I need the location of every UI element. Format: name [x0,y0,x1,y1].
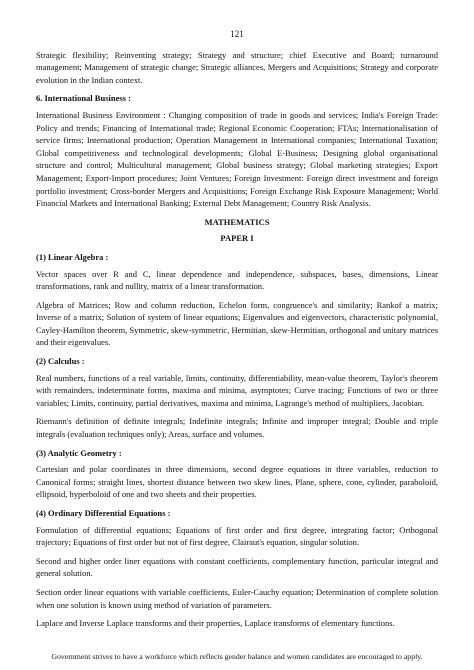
section-heading-calculus: (2) Calculus : [36,356,85,367]
section-heading-analytic-geometry: (3) Analytic Geometry : [36,447,122,458]
section-heading-ordinary-differential-equations: (4) Ordinary Differential Equations : [36,508,171,518]
page-footer: Government strives to have a workforce which reflects gender balance and women candidates are encouraged to apply. [51,652,423,661]
subject-title: MATHEMATICS [204,216,270,227]
international-business-body: International Business Environment : Changing composition of trade in goods and services; India's Foreign Trade: Policy and trends; Financing of International trade; Regional Economic Cooperation; FTAs; Internationalisation of service firms; International production; Operation Management in International companies; International Taxation; Global competitiveness and technological developments; Global E-Business; Designing global organisational structure and control; Multicultural management; Global business strategy; Global marketing strategies; Export Management; Export-Import procedures; Joint Ventures; Foreign Investment: Foreign direct investment and foreign portfolio investment; Cross-border Mergers and Acquisitions; Foreign Exchange Risk Exposure Management; World Financial Markets and International Banking; External Debt Management; Country Risk Analysis. [36,109,438,209]
page-number: 121 [230,29,244,39]
paper-title: PAPER I [220,233,254,244]
international-business-heading: 6. International Business : [36,93,131,104]
calculus-paragraph: Real numbers, functions of a real variable, limits, continuity, differentiability, mean-value theorem, Taylor's theorem with remainders, indeterminate forms, maxima and minima, asymptotes; Curve tracing; Functions of two or three variables; Limits, continuity, partial derivatives, maxima and minima, Lagrange's method of multipliers, Jacobian. [36,372,438,408]
ode-paragraph: Laplace and Inverse Laplace transforms and their properties, Laplace transforms of elementary functions. [36,618,395,629]
ode-paragraph: Formulation of differential equations; Equations of first order and first degree, integrating factor; Orthogonal trajectory; Equations of first order but not of first degree, Clairaut's equation, singular solution. [36,524,438,548]
section-heading-linear-algebra: (1) Linear Algebra : [36,251,109,262]
linear-algebra-paragraph: Algebra of Matrices; Row and column reduction, Echelon form, congruence's and similarity; Rankof a matrix; Inverse of a matrix; Solution of system of linear equations; Eigenvalues and eigenvectors, characteristic polynomial, Cayley-Hamilton theorem, Symmetric, skew-symmetric, Hermitian, skew-Hermitian, orthogonal and unitary matrices and their eigenvalues. [36,299,438,348]
calculus-paragraph: Riemann's definition of definite integrals; Indefinite integrals; Infinite and improper integral; Double and triple integrals (evaluation techniques only); Areas, surface and volumes. [36,416,438,440]
intro-paragraph: Strategic flexibility; Reinventing strategy; Strategy and structure; chief Executive and Board; turnaround management; Management of strategic change; Strategic alliances, Mergers and Acquisitions; Strategy and corporate evolution in the Indian context. [36,49,438,85]
ode-paragraph: Section order linear equations with variable coefficients, Euler-Cauchy equation; Determination of complete solution when one solution is known using method of variation of parameters. [36,586,438,610]
linear-algebra-paragraph: Vector spaces over R and C, linear dependence and independence, subspaces, bases, dimensions, Linear transformations, rank and nullity, matrix of a linear transformation. [36,268,438,292]
analytic-geometry-paragraph: Cartesian and polar coordinates in three dimensions, second degree equations in three variables, reduction to Canonical forms; straight lines, shortest distance between two skew lines, Plane, sphere, cone, cylinder, paraboloid, ellipsoid, hyperboloid of one and two sheets and their properties. [36,464,438,500]
ode-paragraph: Second and higher order liner equations with constant coefficients, complementary function, particular integral and general solution. [36,555,438,579]
